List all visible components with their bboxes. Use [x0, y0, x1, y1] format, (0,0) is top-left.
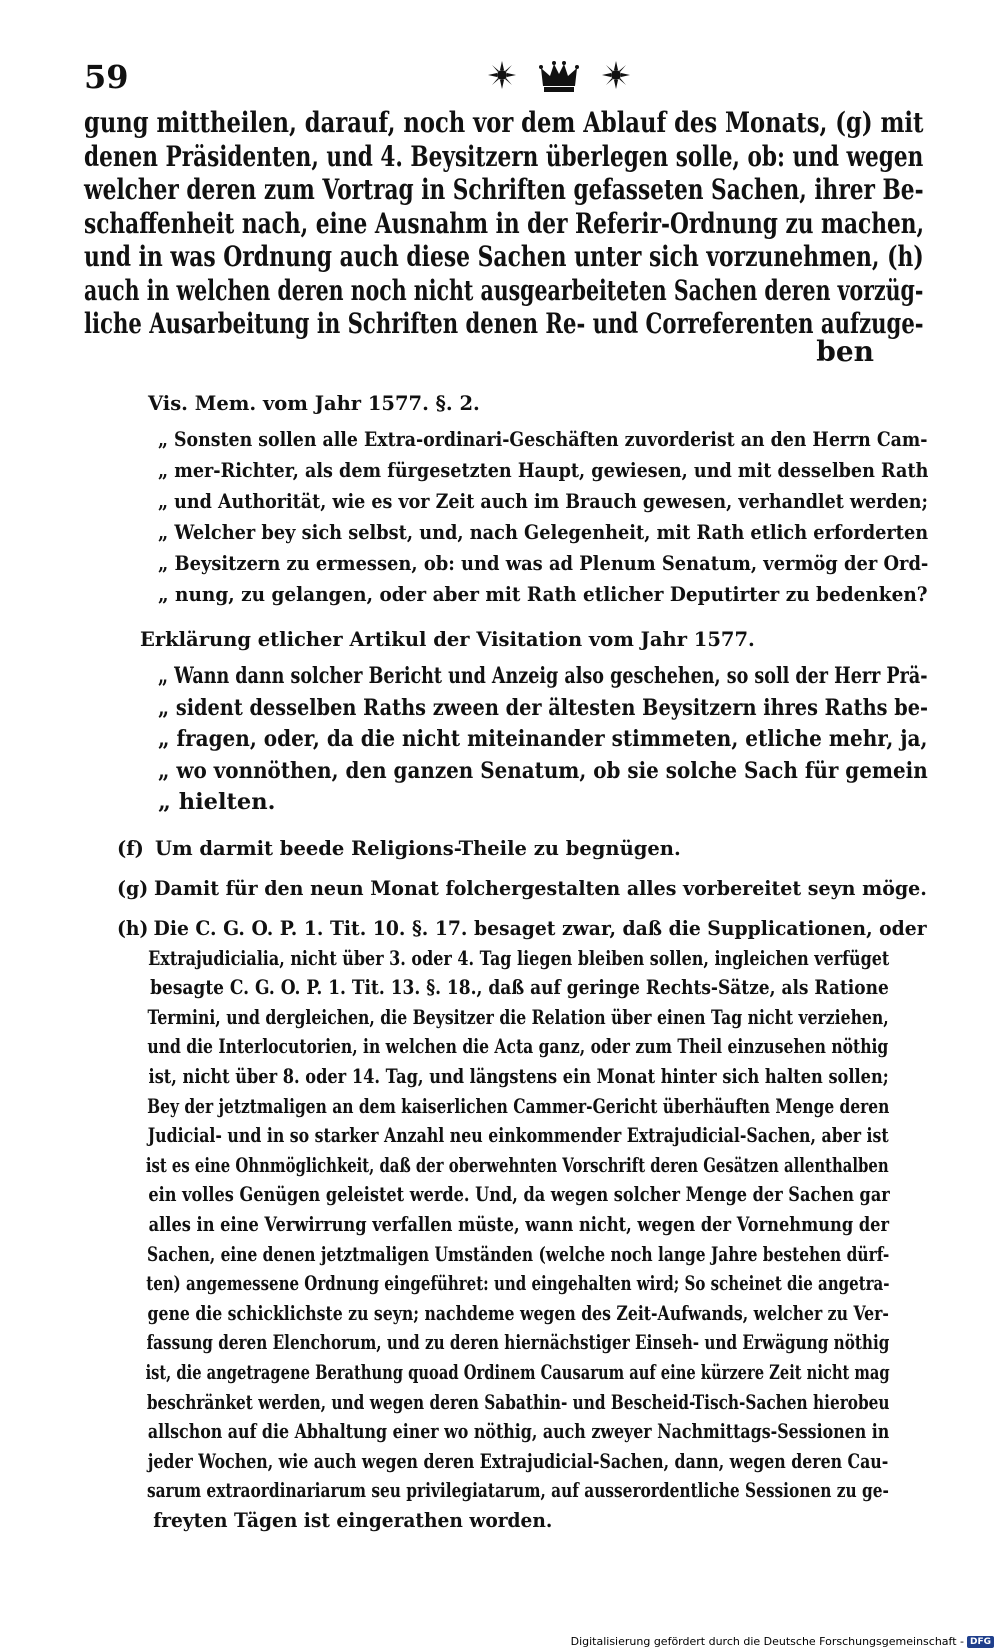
quote-line: „ wo vonnöthen, den ganzen Senatum, ob sie solche Sach für gemein [158, 757, 928, 784]
footnote-label: (h) [117, 917, 149, 940]
footnote-f [117, 834, 927, 864]
footnote-label: (f) [117, 837, 144, 860]
footnote-line: ist es eine Ohnmöglichkeit, daß der oberwehnten Vorschrift deren Gesätzen allenthalben [145, 1153, 889, 1177]
footnote-g [117, 874, 927, 904]
digitization-footer [571, 1635, 994, 1648]
header-ornament [409, 60, 709, 96]
crown-ornament-icon [539, 60, 579, 94]
text-line: denen Präsidenten, und 4. Beysitzern überlegen solle, ob: und wegen [84, 139, 924, 173]
footnote-line: ist, die angetragene Berathung quoad Ordinem Causarum auf eine kürzere Zeit nicht mag [145, 1360, 890, 1384]
footnote-line: Termini, und dergleichen, die Beysitzer die Relation über einen Tag nicht verziehen, [147, 1005, 889, 1029]
footnote-line: fassung deren Elenchorum, und zu deren hiernächstiger Einseh- und Erwägung nöthig [146, 1331, 890, 1355]
quote-block [158, 661, 928, 819]
quote-line: „ sident desselben Raths zween der ältesten Beysitzern ihres Raths be- [158, 694, 928, 721]
footnote-h [117, 914, 927, 1535]
quote-line: „ Wann dann solcher Bericht und Anzeig also geschehen, so soll der Herr Prä- [158, 663, 928, 689]
footnote-line: Extrajudicialia, nicht über 3. oder 4. Tag liegen bleiben sollen, ingleichen verfüget [148, 946, 890, 970]
footnote-line: Bey der jetztmaligen an dem kaiserlichen Cammer-Gericht überhäuften Menge deren [147, 1094, 890, 1118]
footnote-text: Um darmit beede Religions-Theile zu begnügen. [155, 837, 681, 860]
citation-heading: Erklärung etlicher Artikul der Visitation vom Jahr 1577. [140, 628, 755, 651]
footnote-line: alles in eine Verwirrung verfallen müste, wann nicht, wegen der Vornehmung der [148, 1212, 890, 1236]
page-number: 59 [84, 58, 129, 96]
footnote-line: sarum extraordinariarum seu privilegiatarum, auf ausserordentliche Sessionen zu ge- [146, 1479, 889, 1503]
footnote-line: ein volles Genügen geleistet werde. Und, da wegen solcher Menge der Sachen gar [148, 1183, 890, 1207]
star-ornament-icon [601, 60, 631, 90]
text-line: auch in welchen deren noch nicht ausgearbeiteten Sachen deren vorzüg- [84, 273, 924, 307]
quote-line: „ nung, zu gelangen, oder aber mit Rath etlicher Deputirter zu bedenken? [158, 583, 928, 606]
quote-line: „ Sonsten sollen alle Extra-ordinari-Geschäften zuvorderist an den Herrn Cam- [158, 428, 928, 451]
quote-line: „ Beysitzern zu ermessen, ob: und was ad Plenum Senatum, vermög der Ord- [158, 552, 929, 575]
footnote-line: ist, nicht über 8. oder 14. Tag, und längstens ein Monat hinter sich halten sollen; [148, 1064, 889, 1088]
footnote-line: gene die schicklichste zu seyn; nachdeme wegen des Zeit-Aufwands, welcher zu Ver- [147, 1301, 889, 1325]
quote-line: „ fragen, oder, da die nicht miteinander stimmeten, etliche mehr, ja, [158, 726, 928, 752]
footnote-line: Judicial- und in so starker Anzahl neu einkommender Extrajudicial-Sachen, aber ist [147, 1124, 889, 1148]
main-paragraph [84, 106, 924, 368]
quote-line: „ mer-Richter, als dem fürgesetzten Haupt, gewiesen, und mit desselben Rath [158, 459, 929, 482]
text-line: welcher deren zum Vortrag in Schriften gefasseten Sachen, ihrer Be- [84, 173, 924, 206]
quote-line: „ Welcher bey sich selbst, und, nach Gelegenheit, mit Rath etlich erforderten [158, 521, 929, 544]
quote-line: „ und Authorität, wie es vor Zeit auch im Brauch gewesen, verhandlet werden; [158, 490, 928, 513]
footnote-text: Die C. G. O. P. 1. Tit. 10. §. 17. besaget zwar, daß die Supplicationen, oder [153, 917, 927, 940]
text-line: und in was Ordnung auch diese Sachen unter sich vorzunehmen, (h) [84, 240, 924, 273]
quote-line: „ hielten. [158, 789, 276, 815]
footnote-line: allschon auf die Abhaltung einer wo nöthig, auch zweyer Nachmittags-Sessionen in [147, 1420, 890, 1444]
page-header [84, 58, 924, 98]
footnote-line: besagte C. G. O. P. 1. Tit. 13. §. 18., daß auf geringe Rechts-Sätze, als Ratione [150, 976, 889, 1000]
footnote-line: freyten Tägen ist eingerathen worden. [153, 1508, 553, 1532]
footnote-line: beschränket werden, und wegen deren Sabathin- und Bescheid-Tisch-Sachen hierobeu [146, 1390, 890, 1414]
footnote-text: Damit für den neun Monat folchergestalten alles vorbereitet seyn möge. [154, 877, 927, 900]
quote-block [158, 424, 928, 610]
star-ornament-icon [487, 60, 517, 90]
dfg-logo: DFG [967, 1636, 994, 1648]
text-line: liche Ausarbeitung in Schriften denen Re- und Correferenten aufzuge- [84, 307, 924, 340]
citation-heading: Vis. Mem. vom Jahr 1577. §. 2. [148, 392, 480, 415]
footnote-line: ten) angemessene Ordnung eingeführet: und eingehalten wird; So scheinet die angetra- [146, 1272, 890, 1296]
footnote-label: (g) [117, 877, 149, 900]
footnote-line: und die Interlocutorien, in welchen die Acta ganz, oder zum Theil einzusehen nöthig [147, 1035, 889, 1059]
footnote-line: Sachen, eine denen jetztmaligen Umständen (welche noch lange Jahre bestehen dürf- [147, 1242, 890, 1266]
text-line: gung mittheilen, darauf, noch vor dem Ablauf des Monats, (g) mit [84, 106, 924, 139]
footer-text: Digitalisierung gefördert durch die Deutsche Forschungsgemeinschaft - [570, 1635, 964, 1648]
text-line: schaffenheit nach, eine Ausnahm in der Referir-Ordnung zu machen, [84, 206, 925, 240]
catchword: ben [816, 334, 874, 368]
footnote-line: jeder Wochen, wie auch wegen deren Extrajudicial-Sachen, dann, wegen deren Cau- [147, 1449, 889, 1473]
